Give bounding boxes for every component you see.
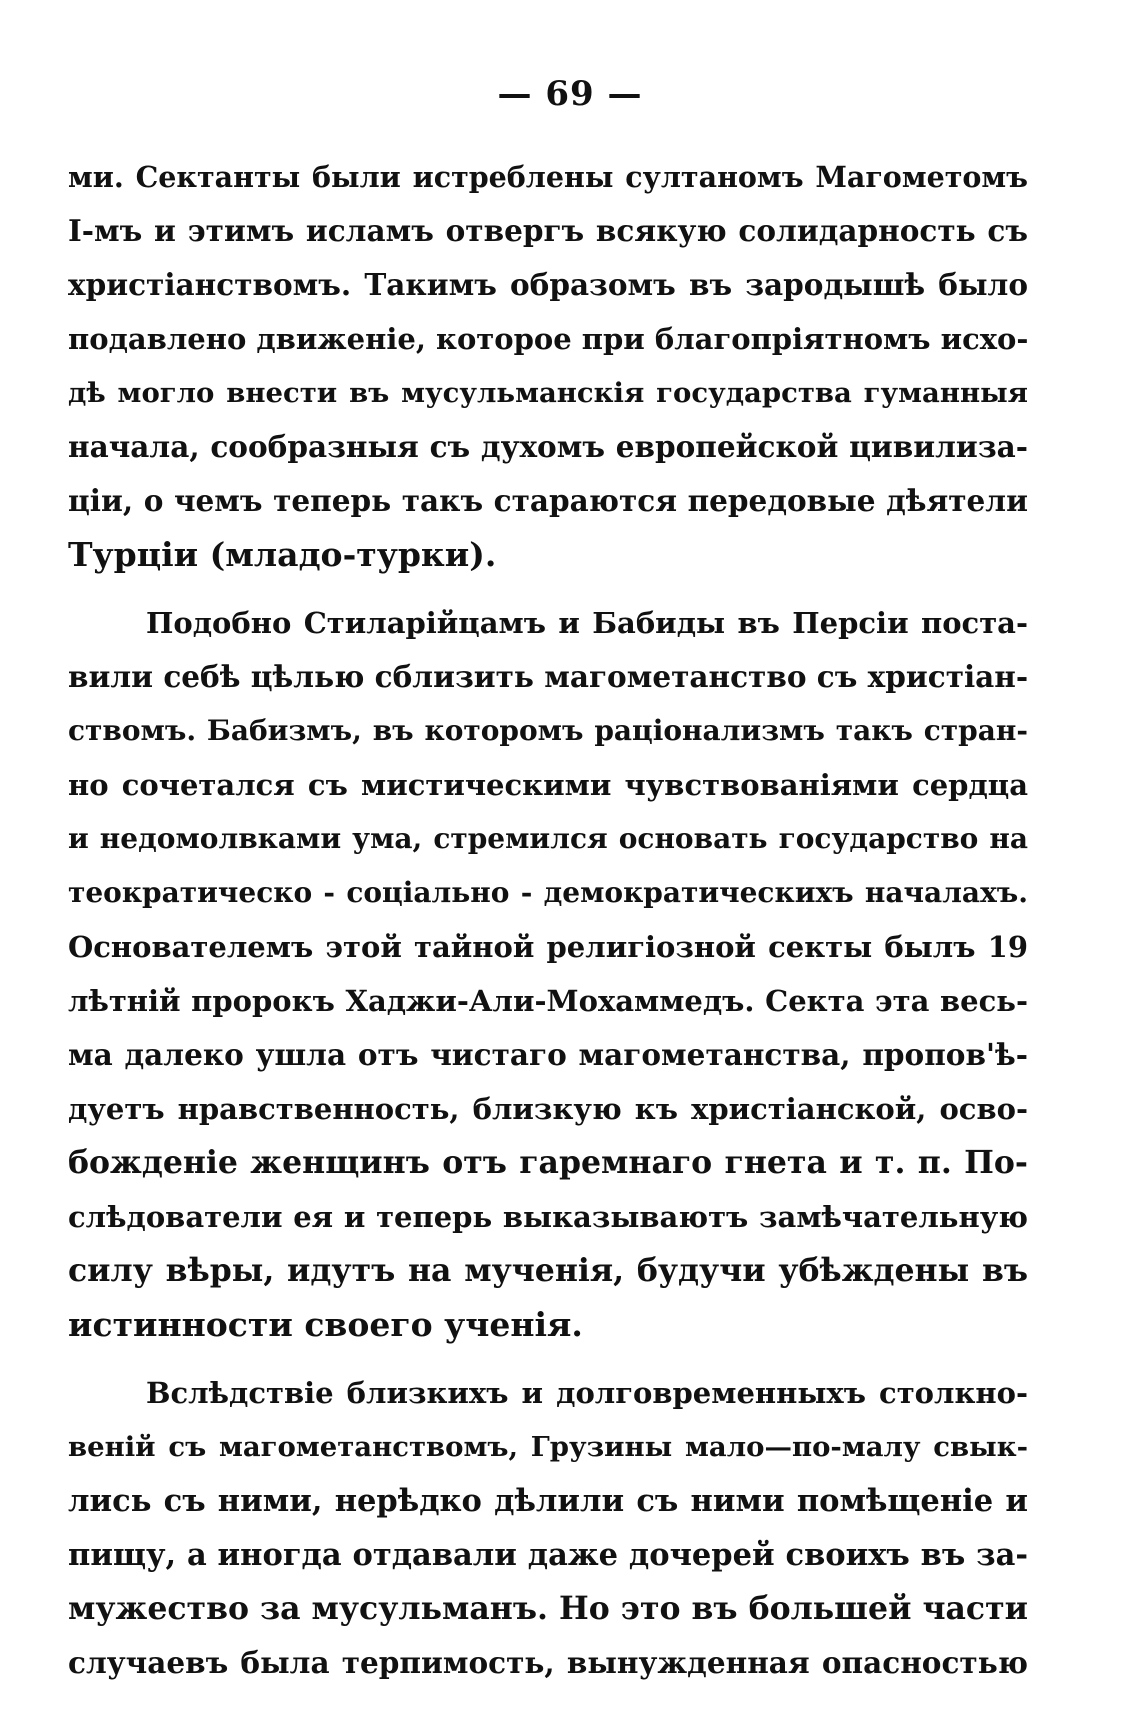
text-line: божденіе женщинъ отъ гаремнаго гнета и т. п. По- — [68, 1144, 1028, 1181]
text-line: истинности своего ученія. — [68, 1305, 583, 1344]
text-line: І-мъ и этимъ исламъ отвергъ всякую солидарность съ — [68, 213, 1028, 248]
text-line: мужество за мусульманъ. Но это въ большей части — [68, 1590, 1028, 1627]
body-text — [68, 150, 1028, 1690]
text-line: но сочетался съ мистическими чувствованіями сердца — [68, 768, 1028, 802]
text-line: ми. Сектанты были истреблены султаномъ Магометомъ — [68, 160, 1028, 194]
text-line: лись съ ними, нерѣдко дѣлили съ ними помѣщеніе и — [68, 1483, 1028, 1519]
text-line: вили себѣ цѣлью сблизить магометанство съ христіан- — [68, 659, 1028, 694]
text-line: ціи, о чемъ теперь такъ стараются передовые дѣятели — [68, 483, 1028, 518]
paragraph — [68, 1366, 1028, 1690]
text-line: слѣдователи ея и теперь выказываютъ замѣчательную — [68, 1200, 1028, 1234]
text-line: пищу, а иногда отдавали даже дочерей своихъ въ за- — [68, 1537, 1028, 1573]
text-line: христіанствомъ. Такимъ образомъ въ зародышѣ было — [68, 267, 1028, 302]
text-line: теократическо - соціально - демократическихъ началахъ. — [68, 876, 1028, 909]
text-line: случаевъ была терпимость, вынужденная опасностью — [68, 1645, 1028, 1680]
text-line: подавлено движеніе, которое при благопріятномъ исхо- — [68, 322, 1028, 356]
text-line: ма далеко ушла отъ чистаго магометанства, пропов'ѣ- — [68, 1037, 1028, 1072]
text-line: силу вѣры, идутъ на мученія, будучи убѣждены въ — [68, 1252, 1028, 1289]
text-line: Подобно Стиларійцамъ и Бабиды въ Персіи поста- — [146, 606, 1028, 640]
paragraph — [68, 596, 1028, 1352]
text-line: Вслѣдствіе близкихъ и долговременныхъ столкно- — [146, 1376, 1028, 1410]
page-number: — 69 — — [497, 74, 643, 114]
text-line: дѣ могло внести въ мусульманскія государства гуманныя — [68, 377, 1028, 409]
text-line: и недомолвками ума, стремился основать государство на — [68, 822, 1028, 855]
text-line: лѣтній пророкъ Хаджи-Али-Мохаммедъ. Секта эта весь- — [68, 984, 1028, 1018]
text-line: веній съ магометанствомъ, Грузины мало—по-малу свык- — [68, 1431, 1028, 1463]
paragraph — [68, 150, 1028, 582]
text-line: начала, сообразныя съ духомъ европейской цивилиза- — [68, 429, 1028, 464]
text-line: Основателемъ этой тайной религіозной секты былъ 19 — [68, 930, 1028, 964]
text-line: дуетъ нравственность, близкую къ христіанской, осво- — [68, 1092, 1028, 1126]
text-line: ствомъ. Бабизмъ, въ которомъ раціонализмъ такъ стран- — [68, 714, 1028, 747]
text-line: Турціи (младо-турки). — [68, 535, 497, 574]
